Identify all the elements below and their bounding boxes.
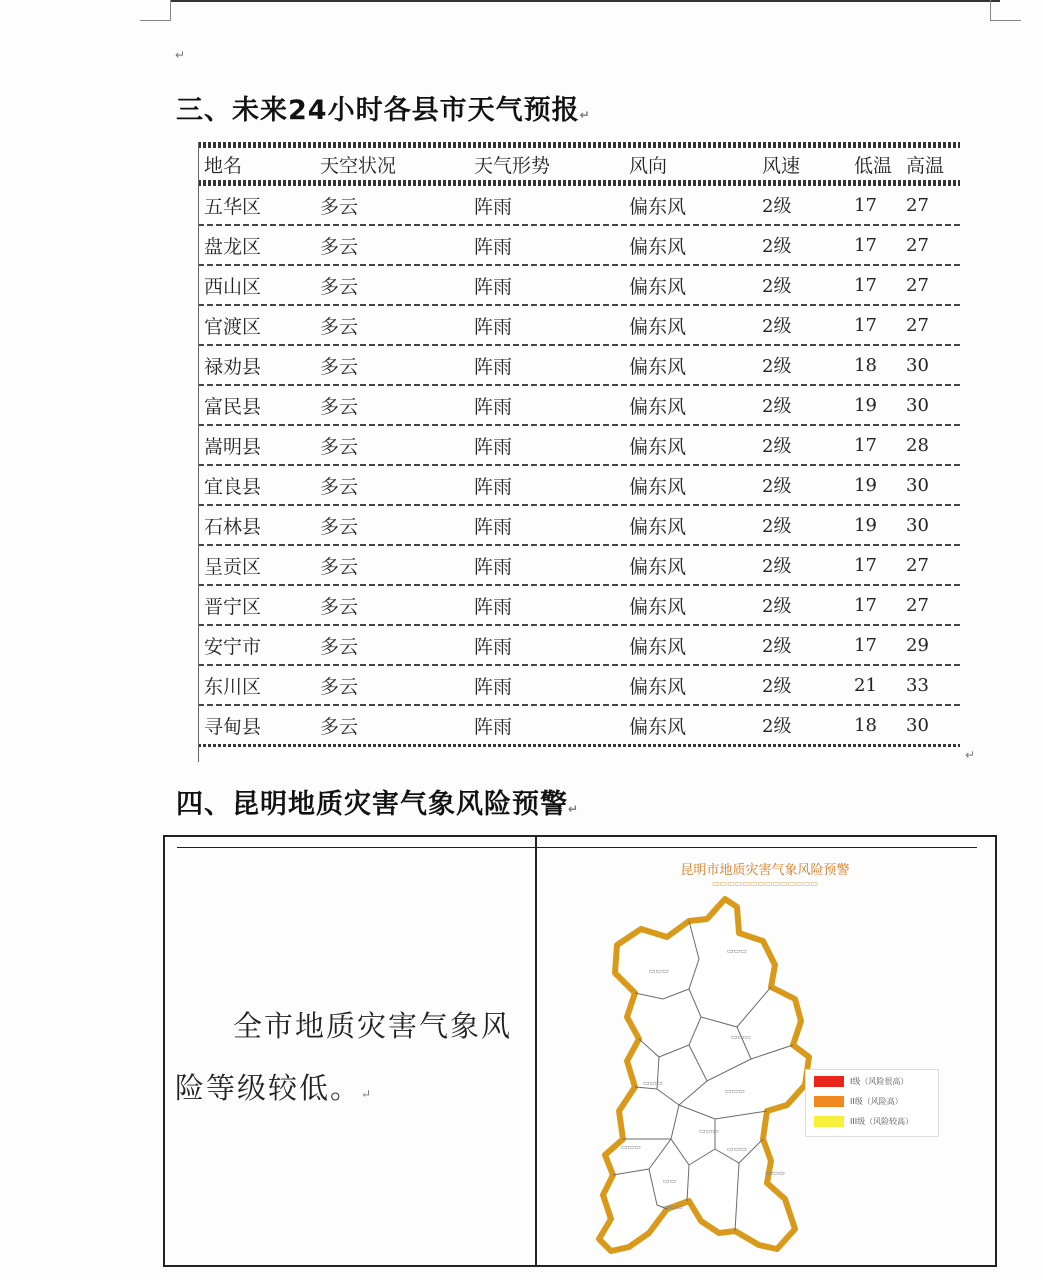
table-cell: 17 [854, 194, 877, 216]
table-cell: 多云 [320, 475, 359, 498]
table-cell: 东川区 [204, 675, 262, 698]
svg-text:▭▭: ▭▭ [663, 1177, 677, 1185]
table-cell: 阵雨 [474, 395, 513, 418]
table-cell: 2级 [762, 396, 792, 417]
table-row [198, 706, 960, 744]
section-heading-forecast [176, 88, 591, 127]
legend-item [806, 1093, 938, 1110]
table-cell: 2级 [762, 596, 792, 617]
table-cell: 2级 [762, 636, 792, 657]
table-row [198, 386, 960, 424]
paragraph-mark: ↵ [568, 802, 580, 816]
table-cell: 偏东风 [629, 395, 687, 418]
table-header-row [198, 148, 960, 180]
table-cell: 偏东风 [629, 555, 687, 578]
paragraph-mark: ↵ [579, 108, 591, 122]
table-cell: 17 [854, 594, 877, 616]
table-cell: 17 [854, 554, 877, 576]
table-row [198, 666, 960, 704]
table-cell: 阵雨 [474, 515, 513, 538]
table-cell: 28 [906, 434, 929, 456]
table-cell: 2级 [762, 276, 792, 297]
table-cell: 阵雨 [474, 235, 513, 258]
table-row [198, 506, 960, 544]
svg-text:▭▭▭: ▭▭▭ [765, 1169, 785, 1177]
risk-map [539, 849, 991, 1265]
svg-text:▭▭▭: ▭▭▭ [727, 947, 747, 955]
table-cell: 禄劝县 [204, 355, 262, 378]
table-cell: 27 [906, 314, 929, 336]
table-cell: 2级 [762, 556, 792, 577]
svg-text:▭▭▭: ▭▭▭ [663, 1203, 683, 1211]
table-cell: 19 [854, 474, 877, 496]
warning-table [163, 835, 997, 1267]
table-row [198, 546, 960, 584]
table-cell: 33 [906, 674, 929, 696]
table-cell: 多云 [320, 315, 359, 338]
section-heading-geohazard [176, 782, 579, 821]
table-cell: 27 [906, 274, 929, 296]
page-top-rule [170, 0, 1000, 2]
legend-item [806, 1073, 938, 1090]
paragraph-mark: ↵ [361, 1087, 374, 1101]
section-heading-text: 三、未来24小时各县市天气预报 [176, 95, 580, 126]
table-cell: 西山区 [204, 275, 262, 298]
table-cell: 偏东风 [629, 715, 687, 738]
table-cell: 多云 [320, 715, 359, 738]
table-cell: 30 [906, 474, 929, 496]
table-body [198, 186, 960, 747]
table-cell: 阵雨 [474, 435, 513, 458]
table-cell: 30 [906, 354, 929, 376]
table-cell: 30 [906, 394, 929, 416]
table-cell: 2级 [762, 716, 792, 737]
table-cell: 阵雨 [474, 555, 513, 578]
legend-item [806, 1113, 938, 1130]
table-cell: 多云 [320, 515, 359, 538]
table-cell: 30 [906, 514, 929, 536]
legend-swatch-red [814, 1076, 844, 1087]
table-cell: 17 [854, 314, 877, 336]
table-cell: 多云 [320, 275, 359, 298]
legend-label: I级（风险很高） [850, 1077, 909, 1086]
table-cell: 阵雨 [474, 635, 513, 658]
table-row [198, 266, 960, 304]
table-row [198, 466, 960, 504]
table-row [198, 186, 960, 224]
table-cell: 2级 [762, 676, 792, 697]
table-cell: 阵雨 [474, 195, 513, 218]
table-cell: 21 [854, 674, 877, 696]
table-row [198, 346, 960, 384]
header-cell: 低温 [854, 154, 893, 177]
header-cell: 地名 [204, 154, 243, 177]
table-cell: 寻甸县 [204, 715, 262, 738]
table-cell: 2级 [762, 476, 792, 497]
table-row [198, 586, 960, 624]
table-cell: 官渡区 [204, 315, 262, 338]
section-heading-text: 四、昆明地质灾害气象风险预警 [176, 789, 568, 820]
table-cell: 偏东风 [629, 475, 687, 498]
table-cell: 18 [854, 714, 877, 736]
table-cell: 盘龙区 [204, 235, 262, 258]
table-cell: 19 [854, 514, 877, 536]
header-cell: 天空状况 [320, 154, 397, 177]
paragraph-mark: ↵ [965, 748, 976, 762]
table-cell: 偏东风 [629, 235, 687, 258]
inner-top-rule [177, 847, 977, 848]
table-cell: 27 [906, 194, 929, 216]
table-cell: 17 [854, 434, 877, 456]
table-cell: 偏东风 [629, 195, 687, 218]
header-cell: 风速 [762, 154, 801, 177]
svg-text:▭▭▭: ▭▭▭ [643, 1079, 663, 1087]
table-cell: 阵雨 [474, 355, 513, 378]
warning-text-content: 全市地质灾害气象风险等级较低。 [175, 1009, 513, 1105]
table-cell: 偏东风 [629, 635, 687, 658]
map-legend [805, 1069, 939, 1137]
table-cell: 宜良县 [204, 475, 262, 498]
table-cell: 18 [854, 354, 877, 376]
table-bottom-rule [198, 744, 960, 747]
map-graphic [539, 849, 991, 1265]
table-cell: 阵雨 [474, 595, 513, 618]
table-cell: 阵雨 [474, 475, 513, 498]
table-cell: 呈贡区 [204, 555, 262, 578]
table-cell: 2级 [762, 516, 792, 537]
page-corner-mark-right [990, 0, 1021, 21]
table-cell: 嵩明县 [204, 435, 262, 458]
table-cell: 多云 [320, 195, 359, 218]
table-cell: 17 [854, 634, 877, 656]
svg-text:▭▭▭: ▭▭▭ [731, 1033, 751, 1041]
header-cell: 高温 [906, 154, 945, 177]
table-cell: 阵雨 [474, 315, 513, 338]
table-cell: 石林县 [204, 515, 262, 538]
table-row [198, 626, 960, 664]
table-cell: 27 [906, 594, 929, 616]
legend-label: II级（风险高） [850, 1097, 903, 1106]
table-cell: 偏东风 [629, 435, 687, 458]
table-cell: 17 [854, 274, 877, 296]
table-cell: 27 [906, 554, 929, 576]
table-cell: 多云 [320, 395, 359, 418]
table-cell: 2级 [762, 236, 792, 257]
table-cell: 安宁市 [204, 635, 262, 658]
svg-text:▭▭▭: ▭▭▭ [699, 1127, 719, 1135]
table-cell: 29 [906, 634, 929, 656]
table-cell: 晋宁区 [204, 595, 262, 618]
table-cell: 多云 [320, 555, 359, 578]
table-cell: 偏东风 [629, 355, 687, 378]
svg-text:▭▭▭: ▭▭▭ [621, 1143, 641, 1151]
table-cell: 五华区 [204, 195, 262, 218]
table-left-border [198, 142, 199, 762]
table-cell: 多云 [320, 635, 359, 658]
table-row [198, 226, 960, 264]
table-cell: 19 [854, 394, 877, 416]
header-cell: 风向 [629, 154, 668, 177]
legend-label: III级（风险较高） [850, 1117, 914, 1126]
table-cell: 多云 [320, 435, 359, 458]
svg-text:▭▭▭: ▭▭▭ [649, 967, 669, 975]
table-cell: 偏东风 [629, 315, 687, 338]
forecast-table [198, 142, 960, 747]
svg-text:▭▭▭: ▭▭▭ [725, 1087, 745, 1095]
table-cell: 偏东风 [629, 675, 687, 698]
table-row [198, 426, 960, 464]
header-cell: 天气形势 [474, 154, 551, 177]
table-cell: 30 [906, 714, 929, 736]
table-cell: 2级 [762, 196, 792, 217]
table-cell: 多云 [320, 675, 359, 698]
table-cell: 偏东风 [629, 515, 687, 538]
table-cell: 富民县 [204, 395, 262, 418]
table-cell: 偏东风 [629, 275, 687, 298]
table-row [198, 306, 960, 344]
table-cell: 阵雨 [474, 275, 513, 298]
paragraph-mark: ↵ [175, 48, 186, 62]
map-title: 昆明市地质灾害气象风险预警 [680, 863, 850, 878]
table-cell: 多云 [320, 355, 359, 378]
map-subtitle: ▭▭▭▭▭▭▭▭▭▭▭▭▭▭ [712, 879, 818, 888]
page-corner-mark-left [140, 0, 171, 21]
legend-swatch-yellow [814, 1116, 844, 1127]
table-cell: 多云 [320, 595, 359, 618]
table-cell: 阵雨 [474, 675, 513, 698]
table-cell: 偏东风 [629, 595, 687, 618]
table-cell: 2级 [762, 436, 792, 457]
svg-text:▭▭▭: ▭▭▭ [727, 1145, 747, 1153]
table-cell: 多云 [320, 235, 359, 258]
table-cell: 17 [854, 234, 877, 256]
table-cell: 2级 [762, 356, 792, 377]
legend-swatch-orange [814, 1096, 844, 1107]
table-cell: 27 [906, 234, 929, 256]
table-cell: 阵雨 [474, 715, 513, 738]
table-cell: 2级 [762, 316, 792, 337]
warning-text [175, 995, 525, 1125]
column-divider [535, 837, 537, 1265]
